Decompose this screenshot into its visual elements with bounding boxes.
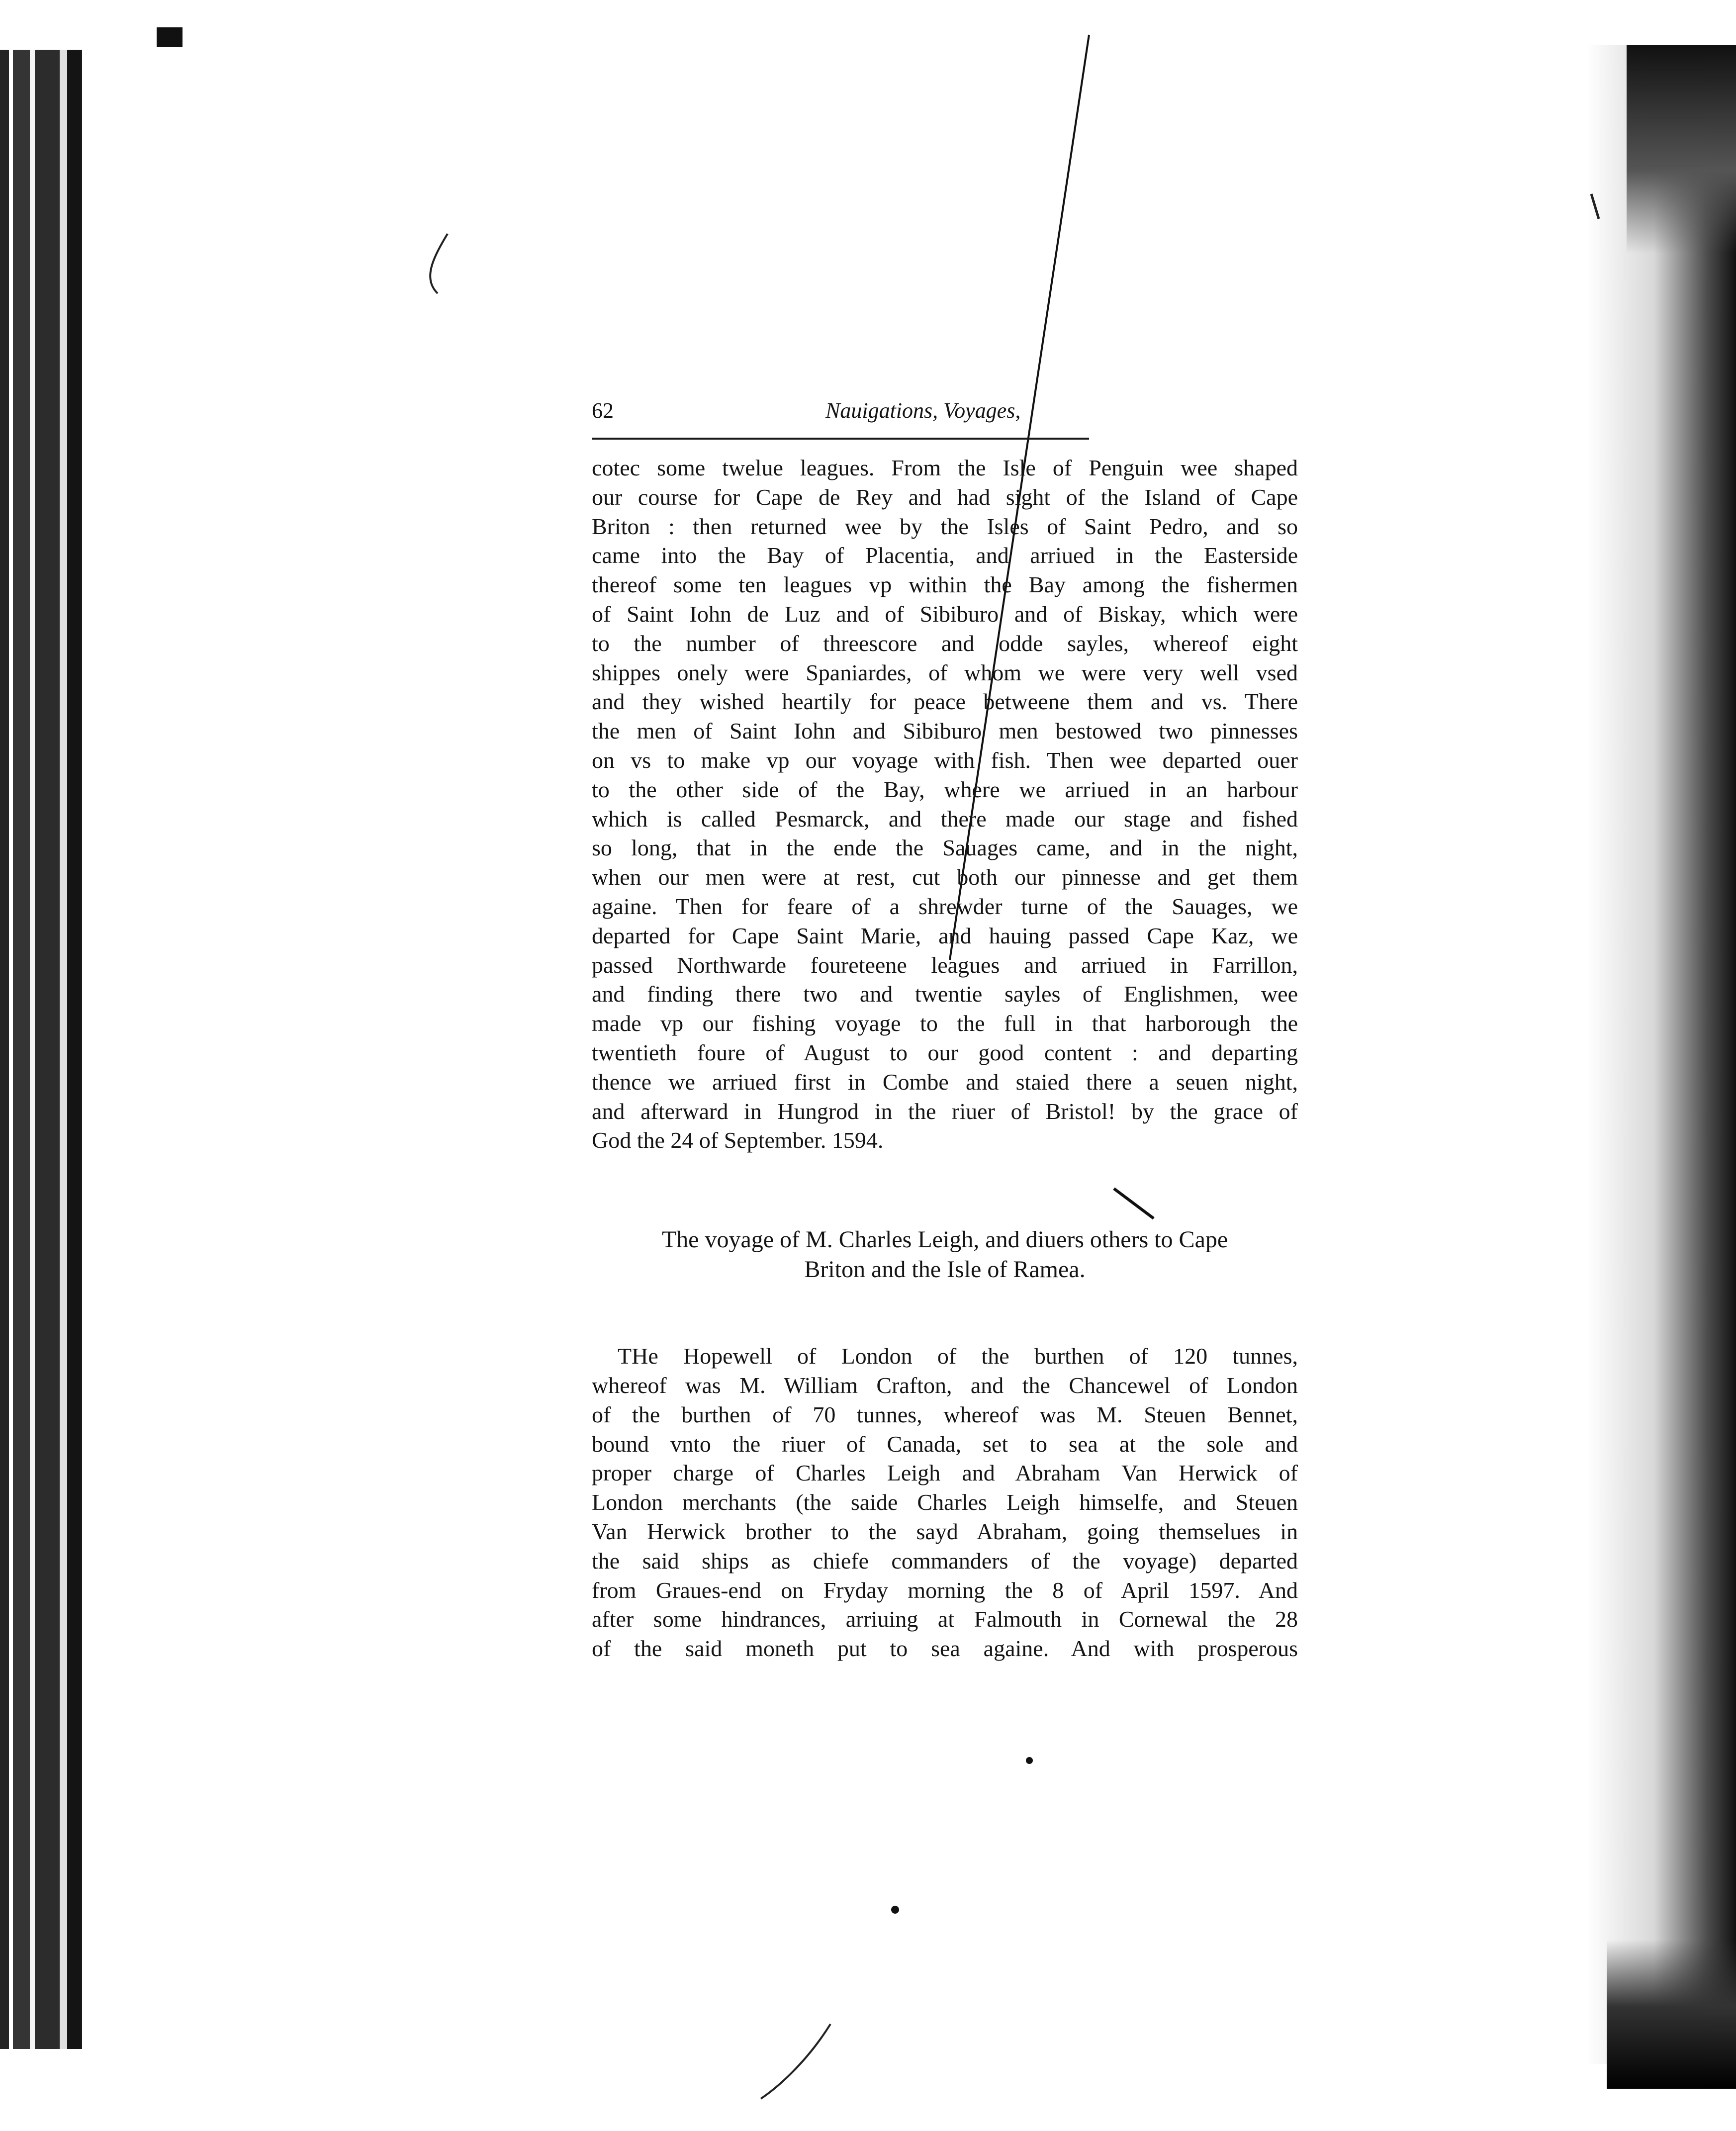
running-title: Nauigations, Voyages, — [825, 398, 1021, 423]
text-line: of the burthen of 70 tunnes, whereof was M. Steuen Bennet, — [592, 1401, 1298, 1427]
text-line: which is called Pesmarck, and there made our stage and fished — [592, 806, 1298, 832]
text-line: and afterward in Hungrod in the riuer of Bristol! by the grace of — [592, 1098, 1298, 1124]
text-line: bound vnto the riuer of Canada, set to sea at the sole and — [592, 1431, 1298, 1457]
paragraph-2 — [592, 1342, 1298, 1664]
section-heading — [592, 1225, 1298, 1285]
text-line: and they wished heartily for peace betweene them and vs. There — [592, 689, 1298, 715]
text-line: thereof some ten leagues vp within the Bay among the fishermen — [592, 572, 1298, 598]
text-line: made vp our fishing voyage to the full in that harborough the — [592, 1011, 1298, 1036]
section-title-line-1: The voyage of M. Charles Leigh, and diuers others to Cape — [661, 1226, 1228, 1253]
text-line: of Saint Iohn de Luz and of Sibiburo and of Biskay, which were — [592, 601, 1298, 627]
section-title-line-2: Briton and the Isle of Ramea. — [804, 1256, 1086, 1283]
text-line: thence we arriued first in Combe and staied there a seuen night, — [592, 1069, 1298, 1095]
text-line: London merchants (the saide Charles Leigh himselfe, and Steuen — [592, 1489, 1298, 1515]
text-line: twentieth foure of August to our good content : and departing — [592, 1039, 1298, 1065]
scan-edge-left-fade — [80, 50, 159, 2049]
text-line: Van Herwick brother to the sayd Abraham, going themselues in — [592, 1518, 1298, 1544]
text-line: to the number of threescore and odde sayles, whereof eight — [592, 630, 1298, 656]
scan-edge-right-top — [1627, 45, 1736, 254]
text-line: whereof was M. William Crafton, and the Chancewel of London — [592, 1372, 1298, 1398]
paragraph-1 — [592, 454, 1298, 1155]
text-line: passed Northwarde foureteene leagues and arriued in Farrillon, — [592, 952, 1298, 978]
text-line: of the said moneth put to sea againe. And with prosperous — [592, 1636, 1298, 1662]
text-line: God the 24 of September. 1594. — [592, 1127, 884, 1153]
page-number: 62 — [592, 398, 614, 423]
text-line: Briton : then returned wee by the Isles of Saint Pedro, and so — [592, 513, 1298, 539]
header-rule — [592, 438, 1089, 440]
text-line: came into the Bay of Placentia, and arriued in the Easterside — [592, 543, 1298, 568]
text-line: our course for Cape de Rey and had sight of the Island of Cape — [592, 484, 1298, 510]
text-line: the said ships as chiefe commanders of the voyage) departed — [592, 1548, 1298, 1574]
text-line: so long, that in the ende the Sauages came, and in the night, — [592, 835, 1298, 861]
text-line: proper charge of Charles Leigh and Abraham Van Herwick of — [592, 1460, 1298, 1486]
text-line: THe Hopewell of London of the burthen of 120 tunnes, — [618, 1343, 1298, 1369]
text-line: the men of Saint Iohn and Sibiburo men bestowed two pinnesses — [592, 718, 1298, 744]
scan-edge-right-bottom — [1607, 1940, 1736, 2089]
text-line: from Graues-end on Fryday morning the 8 of April 1597. And — [592, 1577, 1298, 1603]
text-line: to the other side of the Bay, where we arriued in an harbour — [592, 776, 1298, 802]
text-line: againe. Then for feare of a shrewder turne of the Sauages, we — [592, 893, 1298, 919]
text-line: departed for Cape Saint Marie, and hauing passed Cape Kaz, we — [592, 923, 1298, 948]
text-line: on vs to make vp our voyage with fish. Then wee departed ouer — [592, 747, 1298, 773]
scan-mark — [157, 27, 183, 47]
text-line: when our men were at rest, cut both our pinnesse and get them — [592, 864, 1298, 890]
running-head — [592, 398, 1298, 438]
scan-edge-right — [1587, 45, 1736, 2064]
text-line: shippes onely were Spaniardes, of whom we were very well vsed — [592, 659, 1298, 685]
text-line: and finding there two and twentie sayles of Englishmen, wee — [592, 981, 1298, 1007]
page-content — [592, 398, 1298, 1664]
text-line: after some hindrances, arriuing at Falmouth in Cornewal the 28 — [592, 1606, 1298, 1632]
text-line: cotec some twelue leagues. From the Isle of Penguin wee shaped — [592, 455, 1298, 480]
